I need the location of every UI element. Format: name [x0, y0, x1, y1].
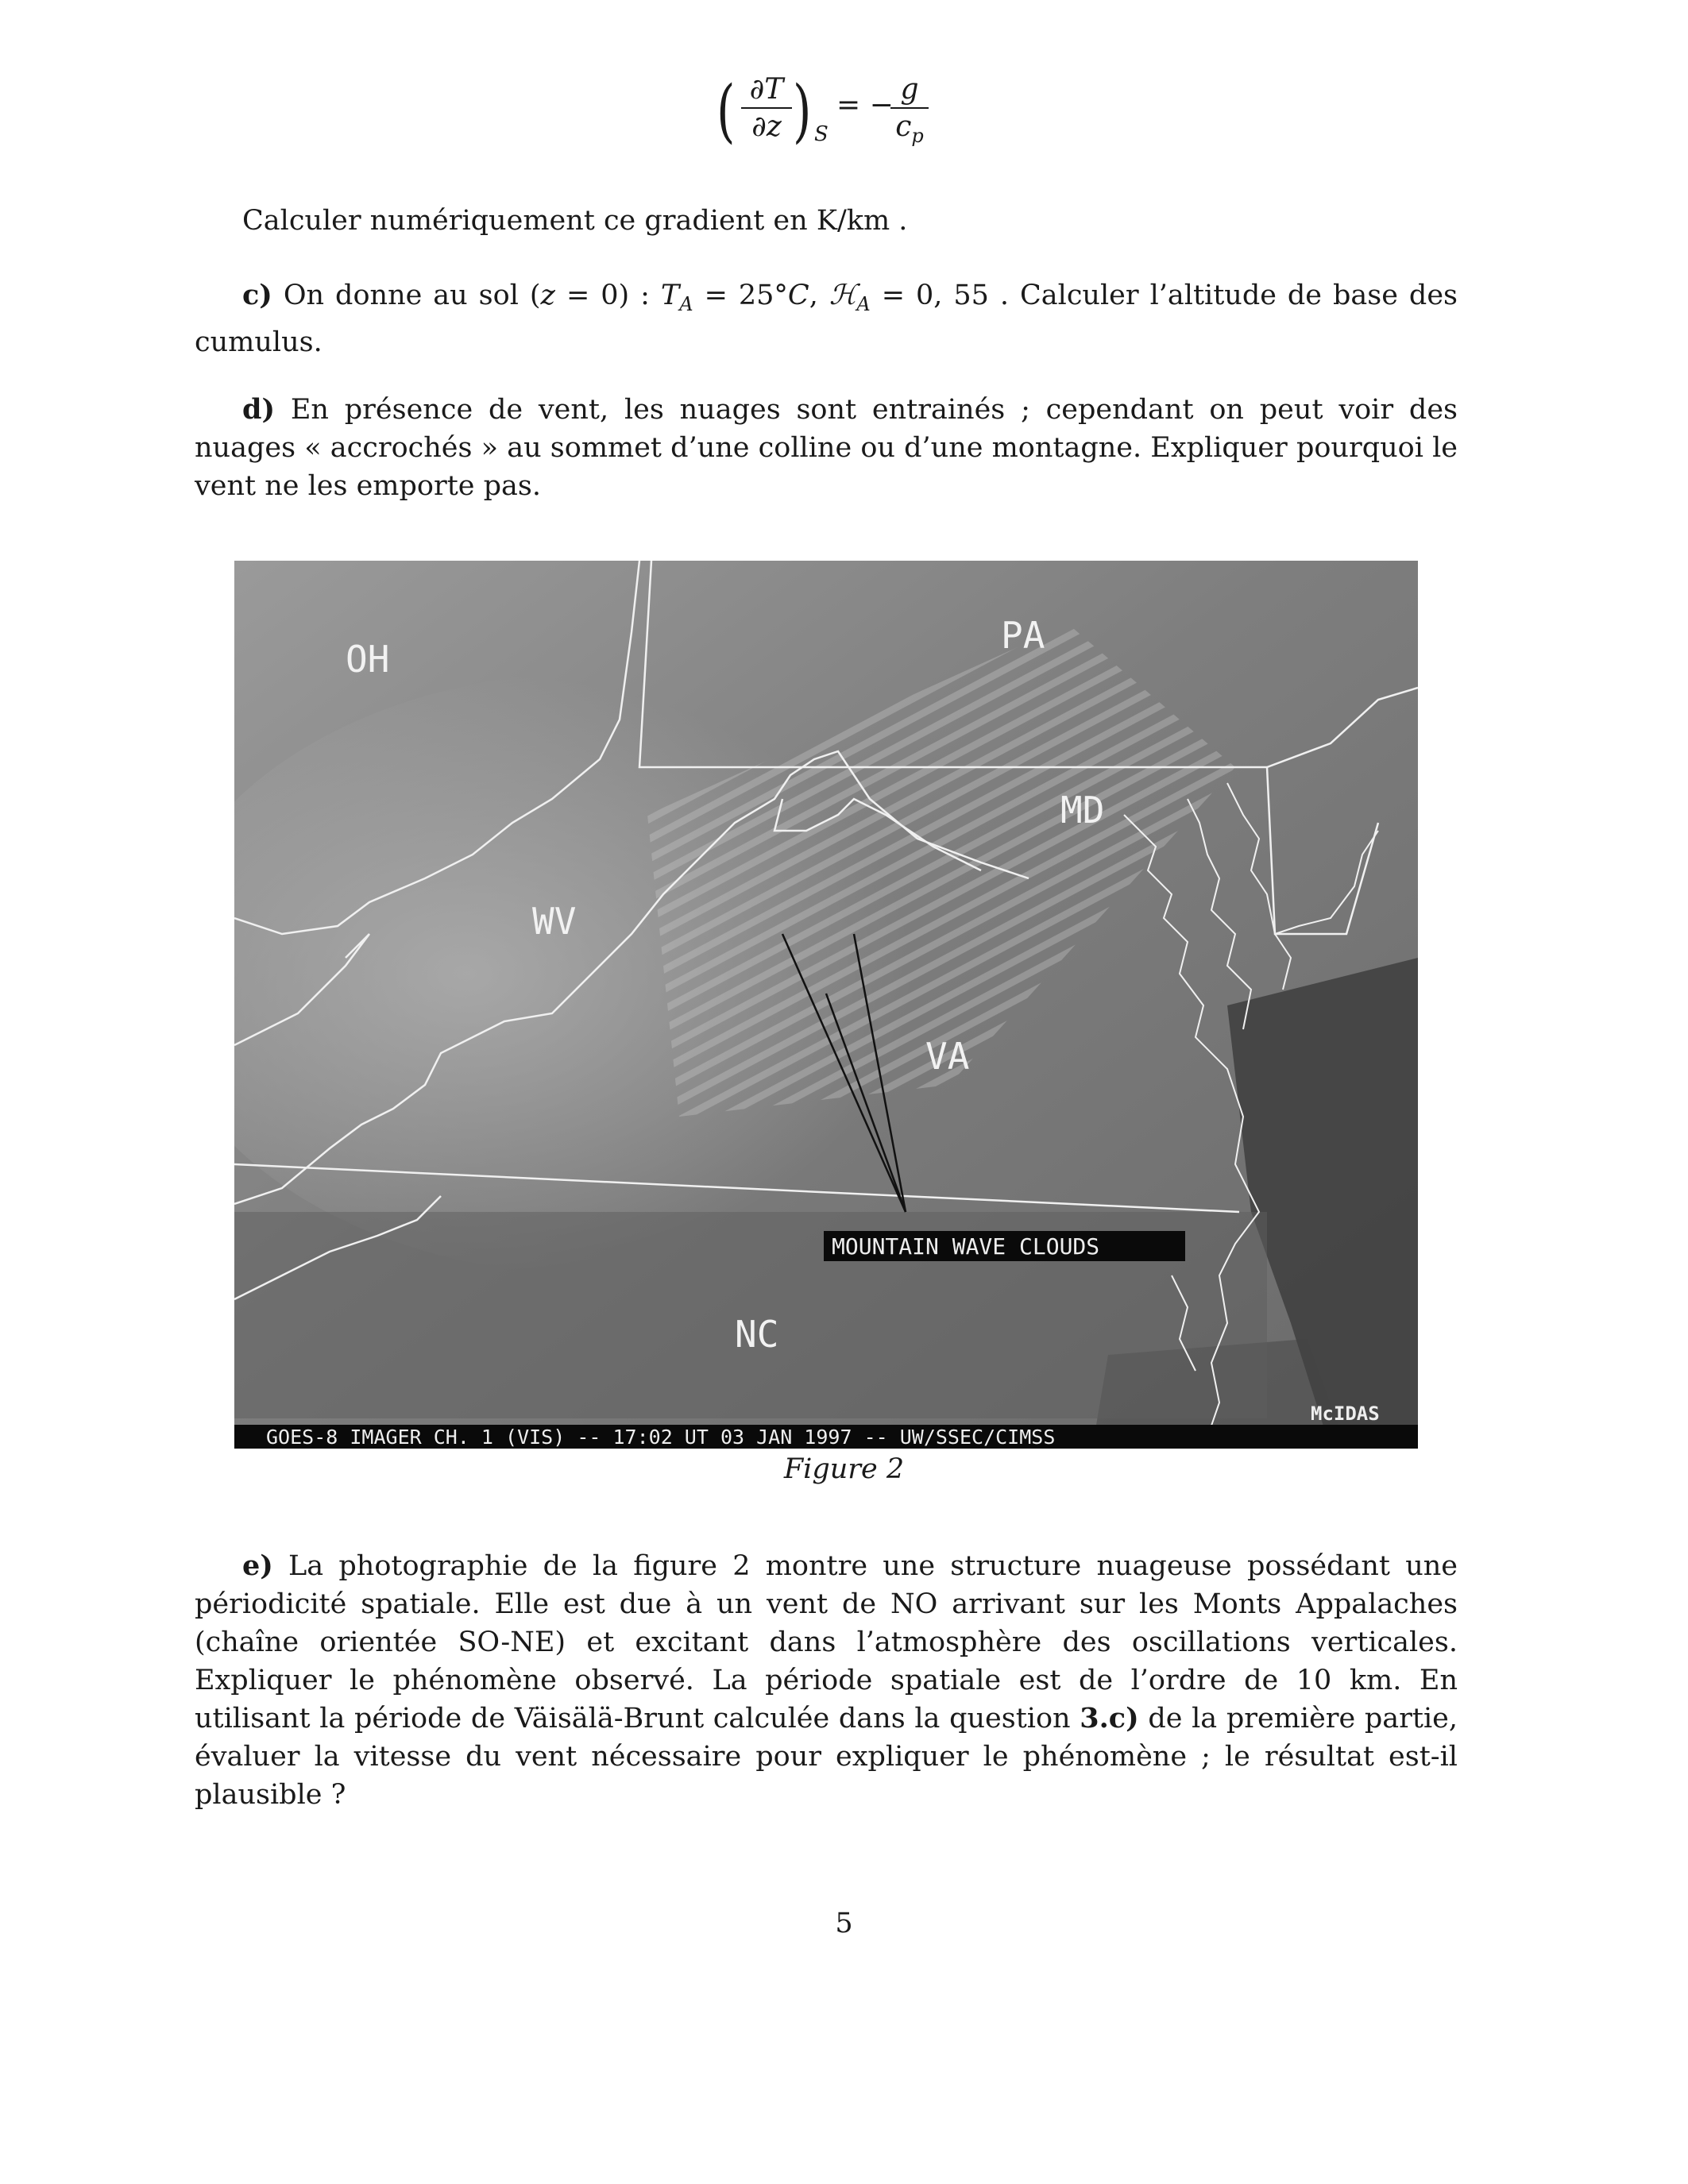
paragraph-e: e) La photographie de la figure 2 montre une structure nuageuse possédant une périodicité spatiale. Elle est due à un vent de NO arrivant sur les Monts Appalaches (chaîne orientée SO-NE) et excitant dans l’atmosphère des oscillations verticales. Expliquer le phénomène observé. La période spatiale est de l’ordre de 10 km. En utilisant la période de Väisälä-Brunt calculée dans la question 3.c) de la première partie, évaluer la vitesse du vent nécessaire pour expliquer le phénomène ; le résultat est-il plausible ?: [195, 1549, 1458, 1811]
subscript-s: S: [814, 122, 829, 146]
figure-caption: Figure 2: [783, 1453, 905, 1485]
state-label-wv: WV: [532, 900, 577, 943]
right-paren: ): [793, 71, 812, 151]
state-label-oh: OH: [346, 638, 390, 681]
fraction-g-cp: g $c_p$: [890, 73, 929, 147]
state-label-va: VA: [925, 1035, 970, 1078]
paragraph-d: d) En présence de vent, les nuages sont entrainés ; cependant on peut voir des nuages « accrochés » au sommet d’une colline ou d’une montagne. Expliquer pourquoi le vent ne les emporte pas.: [195, 393, 1458, 502]
state-label-md: MD: [1060, 789, 1105, 832]
state-label-nc: NC: [735, 1313, 779, 1356]
brand-label: McIDAS: [1311, 1403, 1380, 1425]
satellite-map: [234, 561, 1418, 1449]
gradient-equation: [0, 70, 1688, 157]
question-label-d: d): [242, 393, 276, 426]
question-ref: 3.c): [1080, 1702, 1139, 1734]
state-label-pa: PA: [1001, 614, 1045, 657]
left-paren: (: [717, 71, 736, 151]
question-label-e: e): [242, 1549, 273, 1582]
page-number: 5: [835, 1908, 853, 1939]
satellite-image-figure: [234, 561, 1418, 1449]
paragraph-b: Calculer numériquement ce gradient en K/km .: [242, 205, 908, 237]
question-label-c: c): [242, 279, 272, 311]
footer-label: GOES-8 IMAGER CH. 1 (VIS) -- 17:02 UT 03 JAN 1997 -- UW/SSEC/CIMSS: [266, 1426, 1056, 1449]
paragraph-c: c) On donne au sol (z = 0) : $T_A = 25^\circ C$, ℋ$_A$ = 0, 55 . Calculer l’altitude de base des cumulus.: [195, 279, 1458, 358]
fraction-dT-dz: ∂T ∂z: [741, 73, 792, 143]
callout-label: MOUNTAIN WAVE CLOUDS: [832, 1233, 1100, 1260]
equals-minus: = −: [836, 89, 894, 122]
